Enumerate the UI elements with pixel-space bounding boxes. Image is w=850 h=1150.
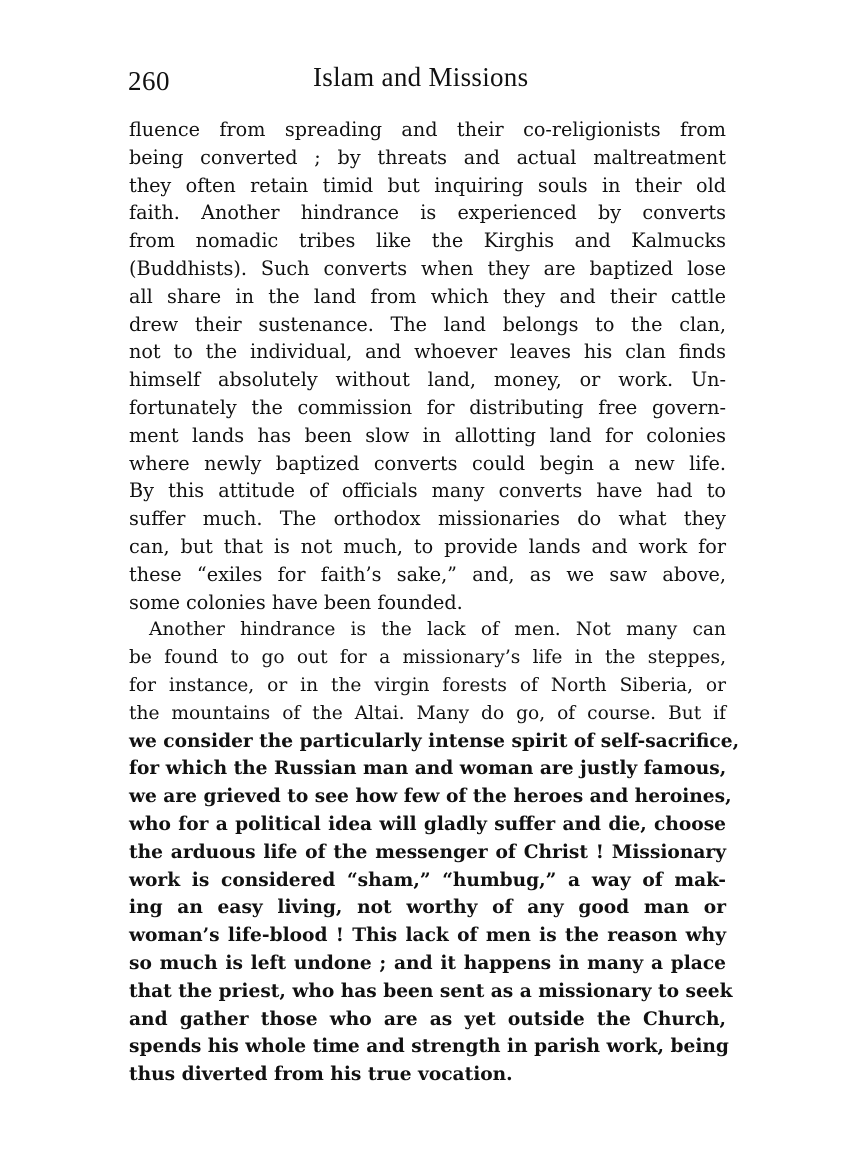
text-line: spends his whole time and strength in parish work, being [129,1036,729,1058]
book-title: Islam and Missions [313,62,529,92]
text-line: we consider the particularly intense spirit of self-sacrifice, [129,730,740,752]
text-line: for instance, or in the virgin forests of North Siberia, or [129,674,726,696]
text-line: some colonies have been founded. [129,590,463,614]
text-line: faith. Another hindrance is experienced by converts [129,201,726,225]
running-head [128,62,726,98]
text-line: Another hindrance is the lack of men. Not many can [149,619,726,641]
text-line: woman’s life-blood ! This lack of men is the reason why [129,925,726,947]
text-line: from nomadic tribes like the Kirghis and Kalmucks [129,229,726,253]
text-line: and gather those who are as yet outside the Church, [129,1008,726,1030]
text-line: that the priest, who has been sent as a missionary to seek [129,980,733,1002]
text-line: ing an easy living, not worthy of any good man or [129,897,726,919]
body-text [129,116,740,1089]
paragraph-2 [129,616,740,1089]
text-line: (Buddhists). Such converts when they are baptized lose [129,256,726,280]
text-line: work is considered “sham,” “humbug,” a way of mak- [129,869,726,891]
text-line: suffer much. The orthodox missionaries do what they [129,507,726,531]
text-line: himself absolutely without land, money, or work. Un- [129,368,726,392]
text-line: where newly baptized converts could begin a new life. [129,451,726,475]
text-line: the mountains of the Altai. Many do go, of course. But if [129,702,726,724]
text-line: being converted ; by threats and actual maltreatment [129,145,726,169]
text-line: we are grieved to see how few of the heroes and heroines, [129,786,732,808]
text-line: ment lands has been slow in allotting land for colonies [129,423,726,447]
text-line: who for a political idea will gladly suffer and die, choose [129,813,726,835]
text-line: By this attitude of officials many converts have had to [129,479,726,503]
text-line: so much is left undone ; and it happens in many a place [129,952,726,974]
text-line: these “exiles for faith’s sake,” and, as we saw above, [129,562,726,586]
page-number: 260 [128,66,170,96]
text-line: not to the individual, and whoever leaves his clan finds [129,340,726,364]
text-line: they often retain timid but inquiring souls in their old [129,173,726,197]
text-line: for which the Russian man and woman are justly famous, [129,758,727,780]
text-line: fluence from spreading and their co-religionists from [129,118,726,141]
text-line: all share in the land from which they and their cattle [129,284,726,308]
text-line: can, but that is not much, to provide lands and work for [129,534,726,558]
paragraph-1 [129,116,726,616]
text-line: the arduous life of the messenger of Christ ! Missionary [129,841,726,863]
text-line: thus diverted from his true vocation. [129,1064,513,1086]
text-line: fortunately the commission for distributing free govern- [129,395,726,419]
text-line: drew their sustenance. The land belongs to the clan, [129,312,726,336]
text-line: be found to go out for a missionary’s life in the steppes, [129,647,726,669]
